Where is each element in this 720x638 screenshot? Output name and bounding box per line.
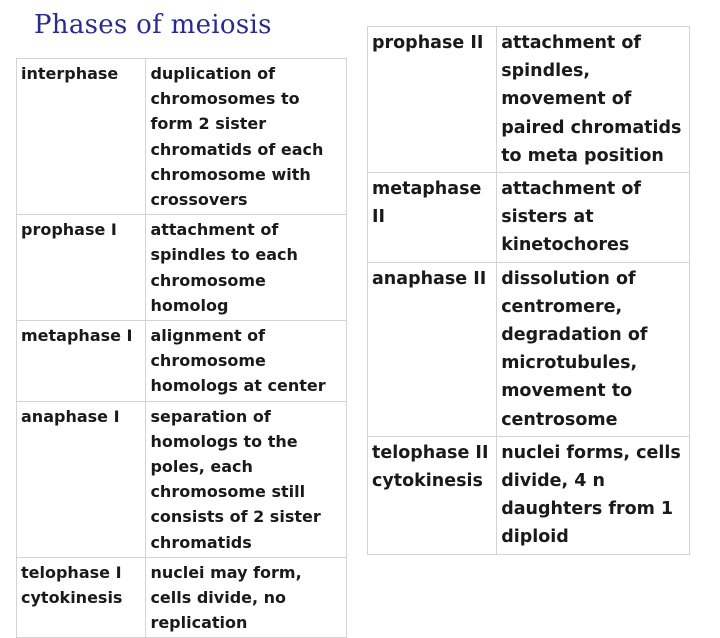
phase-cell (17, 557, 146, 638)
table-row (368, 262, 690, 436)
phase-name: anaphase II (372, 268, 487, 289)
description-cell: nuclei forms, cells divide, 4 n daughters from 1 diploid (497, 436, 690, 554)
phase-cell (17, 401, 146, 557)
phase-cell (17, 321, 146, 402)
phase-name: anaphase I (21, 406, 120, 426)
table-row (17, 557, 347, 638)
description-cell: attachment of spindles, movement of paired chromatids to meta position (497, 27, 690, 173)
meiosis-ii-table (367, 26, 690, 555)
phase-name: metaphase I (21, 326, 133, 346)
description-cell: duplication of chromosomes to form 2 sister chromatids of each chromosome with crossovers (146, 59, 347, 215)
description-cell: alignment of chromosome homologs at center (146, 321, 347, 402)
phase-cell (368, 436, 497, 554)
meiosis-i-table (16, 58, 347, 638)
phase-name: prophase I (21, 220, 117, 240)
phase-name-secondary: cytokinesis (372, 471, 483, 492)
description-cell: dissolution of centromere, degradation of microtubules, movement to centrosome (497, 262, 690, 436)
description-cell: attachment of sisters at kinetochores (497, 173, 690, 263)
phase-cell (368, 173, 497, 263)
phase-cell (17, 59, 146, 215)
phase-name-secondary: cytokinesis (21, 588, 123, 608)
phase-name: interphase (21, 64, 119, 83)
table-row (17, 59, 347, 215)
table-row (368, 27, 690, 173)
phase-name: prophase II (372, 33, 484, 53)
table-row (368, 436, 690, 554)
description-cell: separation of homologs to the poles, each chromosome still consists of 2 sister chromatids (146, 401, 347, 557)
table-row (17, 401, 347, 557)
phase-name: telophase II (372, 442, 489, 463)
table-row (17, 215, 347, 321)
description-cell: nuclei may form, cells divide, no replication (146, 557, 347, 638)
table-row (17, 321, 347, 402)
phase-cell (368, 27, 497, 173)
phase-cell (368, 262, 497, 436)
phase-cell (17, 215, 146, 321)
table-row (368, 173, 690, 263)
phase-name: metaphase II (372, 179, 482, 228)
description-cell: attachment of spindles to each chromosome homolog (146, 215, 347, 321)
phase-name: telophase I (21, 562, 122, 582)
page-title: Phases of meiosis (34, 10, 272, 40)
